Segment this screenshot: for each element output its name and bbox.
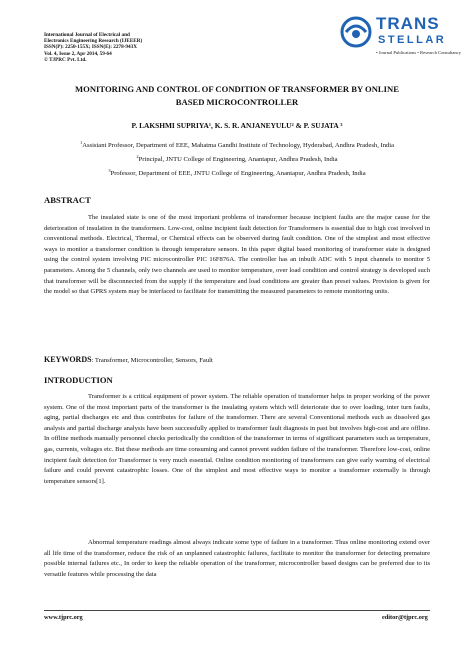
keywords (44, 355, 213, 364)
authors: P. LAKSHMI SUPRIYA¹, K. S. R. ANJANEYULU² & P. SUJATA ³ (131, 121, 343, 130)
affiliation-sup: 2 (136, 154, 139, 159)
affiliation-text: Principal, JNTU College of Engineering, Anantapur, Andhra Pradesh, India (138, 156, 338, 164)
intro-para-1-body: Transformer is a critical equipment of power system. The reliable operation of transformer helps in proper working of the power system. One of the most important parts of the transformer is the insulating system which will deteriorate due to over loading, inter turn faults, aging, partial discharges etc and thus contributes for failure of the transformer. There are several Conventional methods such as dissolved gas analysis and partial discharge analysis have been successfully applied to transformer fault diagnosis in past but involves high-cost and are offline. In offline methods manually personnel checks periodically the condition of the transformer in terms of significant parameters such as temperature, gas, currents, voltages etc. But these methods are time consuming and cannot prevent sudden failure of the transformer. Therefore low-cost, online incipient fault detection for Transformer is very much essential. Online condition monitoring of transformers can give early warning of electrical failure and could prevent catastrophic losses. One of the simplest and most effective ways to monitor a transformer externally is through temperature sensors[1]. (44, 393, 430, 485)
affiliation-2 (36, 154, 438, 163)
title-line: MONITORING AND CONTROL OF CONDITION OF TRANSFORMER BY ONLINE (75, 84, 399, 94)
keywords-text: : Transformer, Microcontroller, Sensors, Fault (91, 357, 213, 364)
logo-word-trans: TRANS (376, 14, 440, 33)
affiliation-text: Professor, Department of EEE, JNTU College of Engineering, Anantapur, Andhra Pradesh, India (110, 170, 366, 178)
keywords-label: KEYWORDS (44, 355, 92, 364)
affiliation-text: Assistant Professor, Department of EEE, Mahatma Gandhi Institute of Technology, Hyderabad, Andhra Pradesh, India (82, 142, 395, 150)
footer-divider (44, 610, 430, 611)
journal-line: Vol. 4, Issue 2, Apr 2014, 59-64 (44, 50, 112, 57)
footer-email-link[interactable]: editor@tjprc.org (382, 614, 428, 621)
footer-website-link[interactable]: www.tjprc.org (44, 614, 83, 621)
affiliation-3 (36, 168, 438, 177)
abstract-body: The insulated state is one of the most important problems of transformer because incipient faults are the major cause for the deterioration of insulation in the transformers. Low-cost, online incipient fault detection for Transformers is essential due to high cost involved in conventional methods. Electrical, Thermal, or Chemical effects can be observed during fault condition. One of the simplest and most effective ways to monitor a transformer condition is through temperature sensors. In this paper digital based monitoring of transformer state is designed using the control system involving PIC microcontroller PIC 16F876A. The controller has an inbuilt ADC with 5 input channels to monitor 5 parameters. Among the 5 channels, only two channels are used to monitor temperature, over load condition and control strategy is developed such that transformer will be disconnected from the supply if the temperature and load conditions are greater than preset values. Provision is given for the model so that GPRS system may be interfaced to facilitate for transmitting the measured parameters to remote monitoring units. (44, 214, 430, 296)
affiliation-sup: 3 (108, 168, 111, 173)
journal-line: Electronics Engineering Research (IJEEER) (44, 38, 143, 45)
logo-mark-icon (340, 16, 372, 48)
logo-word-stellar: STELLAR (378, 34, 447, 46)
intro-para-2-body: Abnormal temperature readings almost always indicate some type of failure in a transformer. Thus online monitoring extend over all life time of the transformer, reduce the risk of an unplanned catastrophic failures, facilitate to monitor the transformer for detecting premature possible internal failures etc., In order to keep the reliable operation of the transformer, microcontroller based designs can be preferred due to its versatile features while processing the data (44, 539, 430, 578)
journal-line: © TJPRC Pvt. Ltd. (44, 56, 87, 63)
journal-line: ISSN(P): 2250-155X; ISSN(E): 2278-943X (44, 44, 137, 51)
journal-line: International Journal of Electrical and (44, 32, 130, 38)
abstract-text (44, 213, 430, 298)
journal-info (44, 32, 234, 63)
publisher-logo (340, 14, 460, 64)
affiliation-sup: 1 (79, 140, 83, 145)
introduction-para-1 (44, 392, 430, 487)
introduction-para-2 (44, 538, 430, 580)
abstract-heading: ABSTRACT (44, 195, 91, 205)
affiliation-1 (36, 140, 438, 149)
title-line: BASED MICROCONTROLLER (175, 97, 299, 107)
paper-title (36, 83, 438, 109)
introduction-heading: INTRODUCTION (44, 375, 113, 385)
logo-tagline: • Journal Publications • Research Consultancy (376, 50, 461, 55)
